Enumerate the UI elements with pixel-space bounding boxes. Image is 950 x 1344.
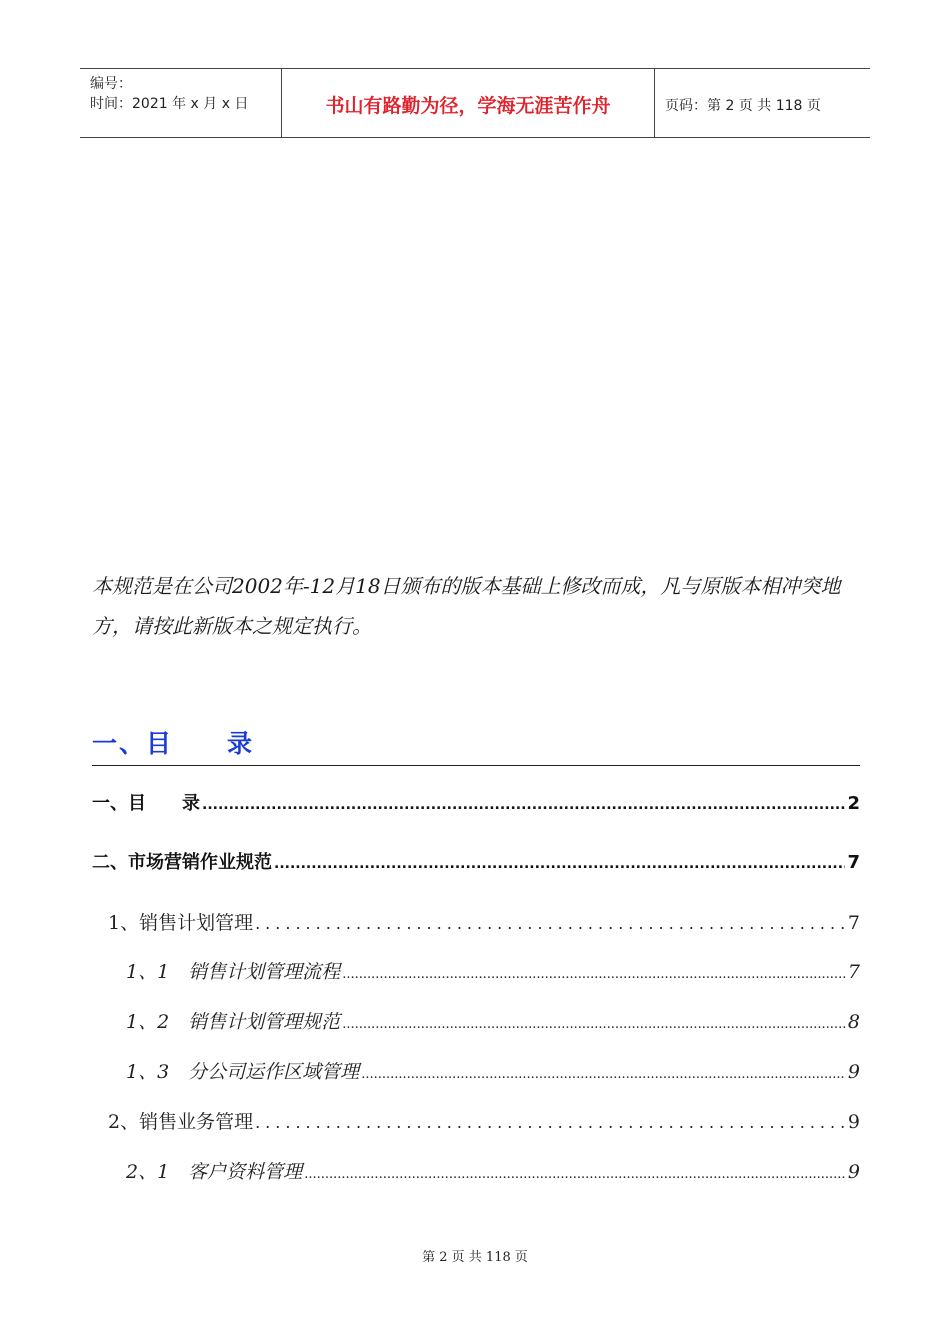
document-header xyxy=(80,68,870,138)
toc-section-title: 一、目 录 xyxy=(92,729,255,758)
toc-entry[interactable] xyxy=(92,848,860,878)
toc-dot-leader xyxy=(304,1167,846,1182)
toc-entry-page: 9 xyxy=(847,1161,860,1183)
toc-entry-page: 7 xyxy=(847,961,860,983)
toc-dot-leader xyxy=(255,1113,846,1132)
toc-dot-leader xyxy=(361,1067,846,1082)
toc-entry-page: 8 xyxy=(847,1011,860,1033)
revision-note: 本规范是在公司2002年-12月18日颁布的版本基础上修改而成，凡与原版本相冲突地方，请按此新版本之规定执行。 xyxy=(92,574,841,638)
header-right-cell xyxy=(655,69,870,137)
toc-entry-title: 2、销售业务管理 xyxy=(108,1111,254,1133)
toc-dot-leader xyxy=(342,967,846,982)
header-page-info: 页码：第 2 页 共 118 页 xyxy=(665,98,821,114)
header-center-cell xyxy=(282,69,655,137)
toc-entry-title: 1、2 销售计划管理规范 xyxy=(126,1011,341,1033)
toc-entry[interactable] xyxy=(126,1007,860,1037)
toc-entry-title: 1、1 销售计划管理流程 xyxy=(126,961,341,983)
toc-entry-page: 9 xyxy=(847,1111,860,1133)
toc-entry-page: 9 xyxy=(847,1061,860,1083)
toc-entry-title: 二、市场营销作业规范 xyxy=(92,852,272,873)
toc-dot-leader xyxy=(255,914,846,933)
document-code-label: 编号： xyxy=(90,76,132,92)
document-date: 时间：2021 年 x 月 x 日 xyxy=(90,96,249,112)
header-left-cell xyxy=(80,69,282,137)
toc-entry-page: 2 xyxy=(847,793,860,814)
toc-dot-leader xyxy=(202,797,845,813)
toc-entry-title: 1、3 分公司运作区域管理 xyxy=(126,1061,360,1083)
toc-dot-leader xyxy=(274,856,845,872)
toc-dot-leader xyxy=(342,1017,846,1032)
toc-entry[interactable] xyxy=(108,908,860,938)
toc-entry[interactable] xyxy=(108,1107,860,1137)
page-footer: 第 2 页 共 118 页 xyxy=(422,1250,528,1265)
toc-entry-title: 一、目 录 xyxy=(92,793,200,814)
toc-entry[interactable] xyxy=(92,789,860,819)
section-divider xyxy=(92,765,860,766)
toc-entry[interactable] xyxy=(126,1157,860,1187)
header-motto: 书山有路勤为径，学海无涯苦作舟 xyxy=(325,95,611,117)
toc-entry[interactable] xyxy=(126,1057,860,1087)
toc-entry-page: 7 xyxy=(847,852,860,873)
toc-entry-title: 1、销售计划管理 xyxy=(108,912,254,934)
toc-entry-title: 2、1 客户资料管理 xyxy=(126,1161,303,1183)
toc-entry[interactable] xyxy=(126,957,860,987)
toc-entry-page: 7 xyxy=(847,912,860,934)
